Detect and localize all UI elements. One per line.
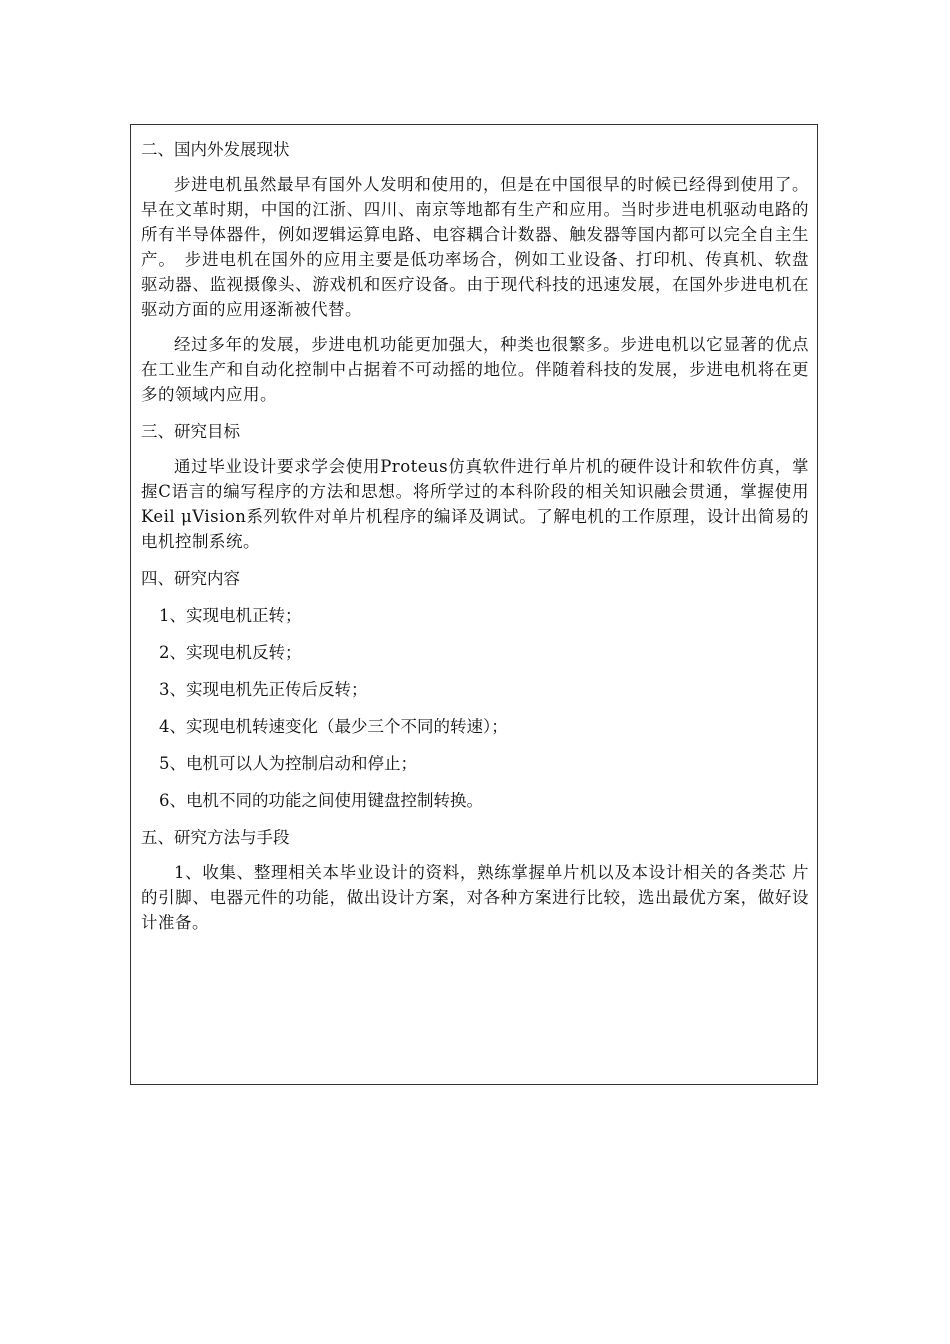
section-heading-research-content: 四、研究内容 bbox=[141, 569, 240, 588]
paragraph: 通过毕业设计要求学会使用Proteus仿真软件进行单片机的硬件设计和软件仿真，掌握C语言的编写程序的方法和思想。将所学过的本科阶段的相关知识融会贯通，掌握使用Keil μVision系列软件对单片机程序的编译及调试。了解电机的工作原理，设计出简易的电机控制系统。 bbox=[141, 457, 809, 551]
document-content bbox=[141, 137, 809, 945]
list-item: 6、电机不同的功能之间使用键盘控制转换。 bbox=[159, 791, 483, 810]
list-item: 2、实现电机反转； bbox=[159, 643, 302, 662]
list-item: 5、电机可以人为控制启动和停止； bbox=[159, 754, 417, 773]
paragraph: 步进电机虽然最早有国外人发明和使用的，但是在中国很早的时候已经得到使用了。早在文革时期，中国的江浙、四川、南京等地都有生产和应用。当时步进电机驱动电路的所有半导体器件，例如逻辑运算电路、电容耦合计数器、触发器等国内都可以完全自主生产。 步进电机在国外的应用主要是低功率场合，例如工业设备、打印机、传真机、软盘驱动器、监视摄像头、游戏机和医疗设备。由于现代科技的迅速发展，在国外步进电机在驱动方面的应用逐渐被代替。 bbox=[141, 175, 809, 319]
list-item: 3、实现电机先正传后反转； bbox=[159, 680, 368, 699]
paragraph: 1、收集、整理相关本毕业设计的资料，熟练掌握单片机以及本设计相关的各类芯 片的引脚、电器元件的功能，做出设计方案，对各种方案进行比较，选出最优方案，做好设计准备。 bbox=[141, 863, 809, 932]
section-heading-research-goal: 三、研究目标 bbox=[141, 422, 240, 441]
section-heading-domestic-foreign-status: 二、国内外发展现状 bbox=[141, 140, 290, 159]
list-item: 4、实现电机转速变化（最少三个不同的转速）； bbox=[159, 717, 508, 736]
list-item: 1、实现电机正转； bbox=[159, 606, 302, 625]
document-frame bbox=[130, 124, 818, 1085]
section-heading-research-method: 五、研究方法与手段 bbox=[141, 828, 290, 847]
paragraph: 经过多年的发展，步进电机功能更加强大，种类也很繁多。步进电机以它显著的优点在工业生产和自动化控制中占据着不可动摇的地位。伴随着科技的发展，步进电机将在更多的领域内应用。 bbox=[141, 335, 809, 404]
